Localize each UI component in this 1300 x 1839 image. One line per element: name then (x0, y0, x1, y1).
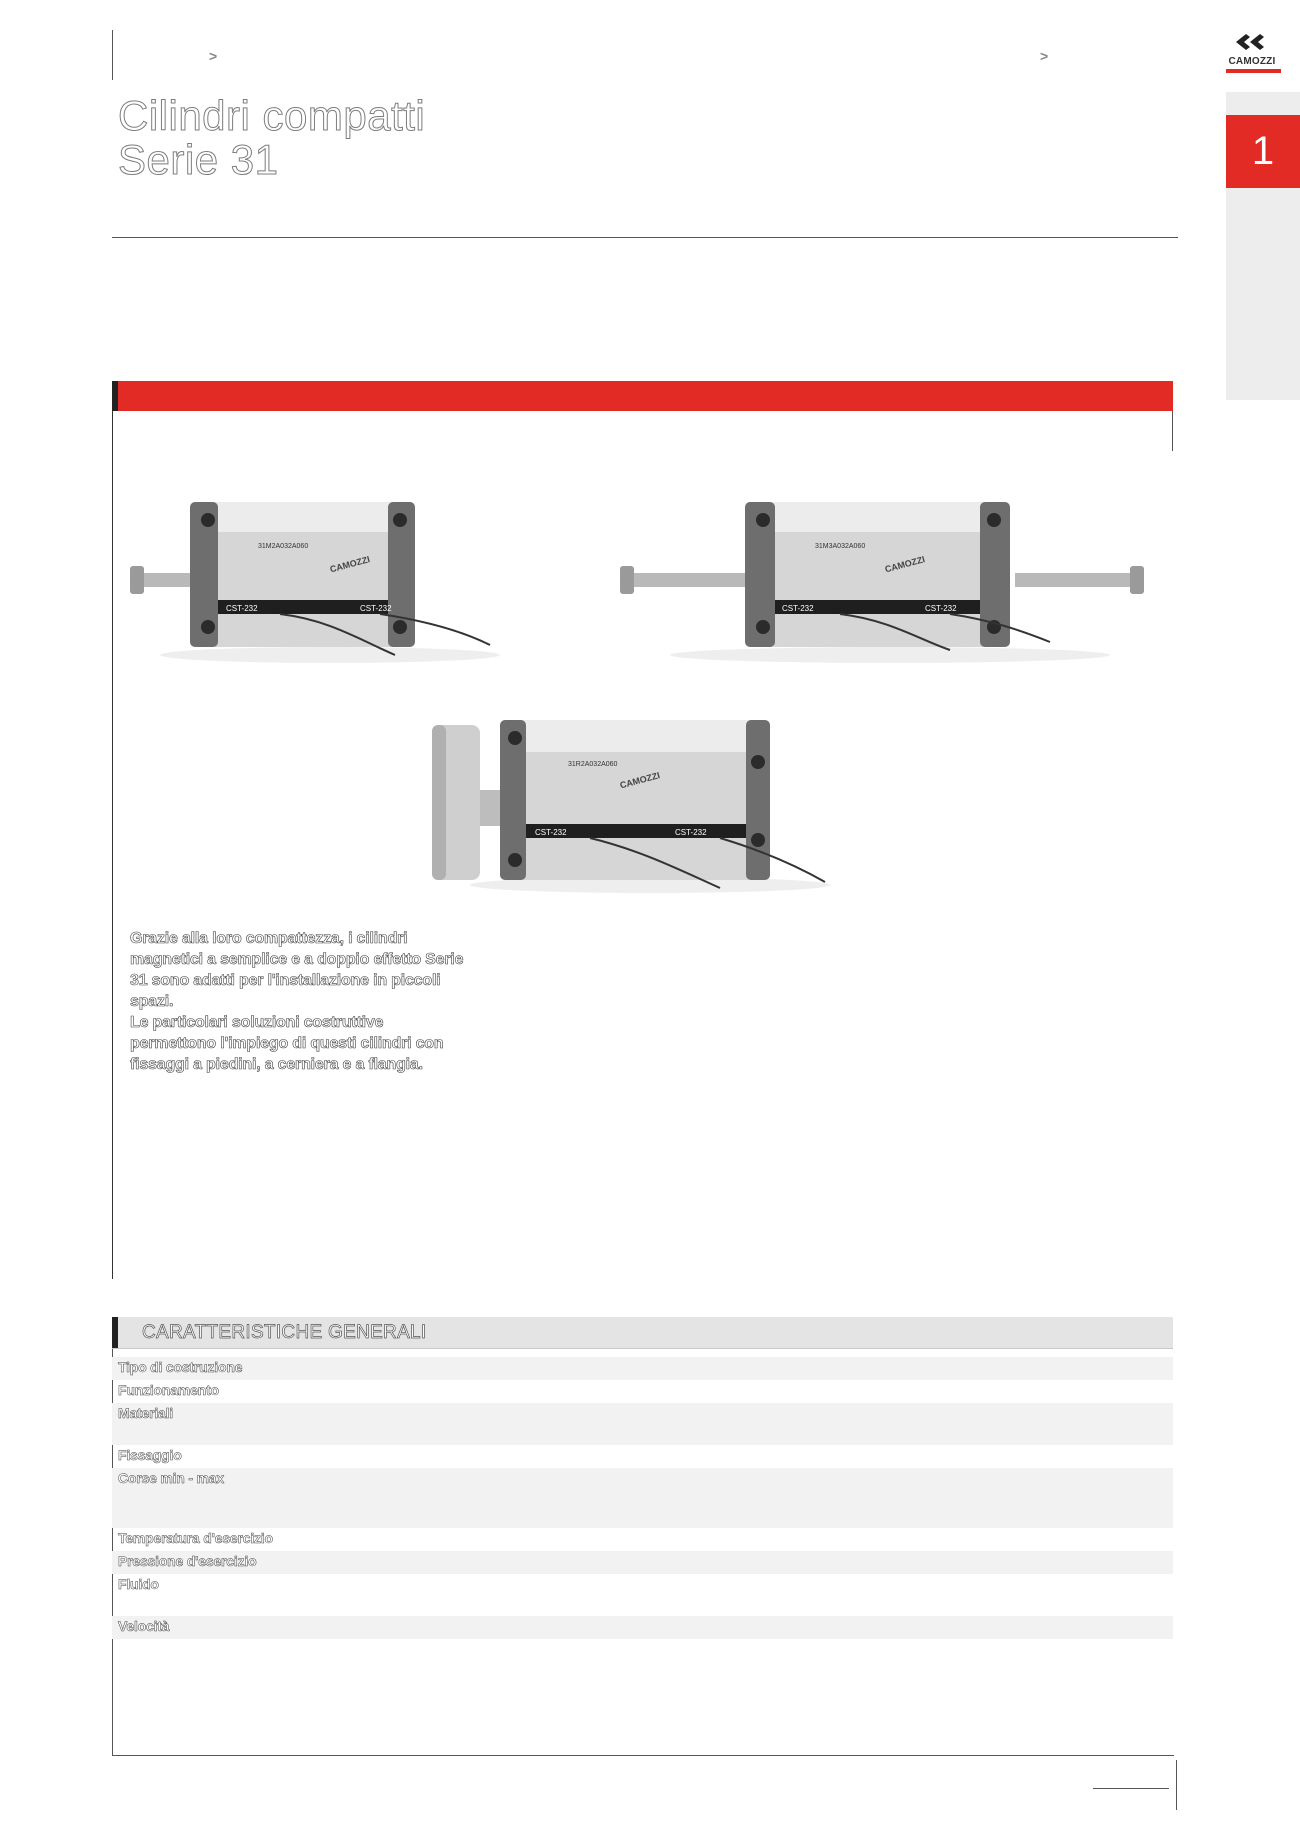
features-section-title: CARATTERISTICHE GENERALI (142, 1322, 427, 1343)
product-code: 31R2A032A060 (568, 761, 618, 768)
feature-row (112, 1528, 1173, 1551)
feature-row (112, 1551, 1173, 1574)
feature-row (112, 1445, 1173, 1468)
footer-rule (1093, 1788, 1169, 1789)
sensor-label: CST-232 (782, 604, 814, 613)
feature-row (112, 1357, 1173, 1380)
page-title-line1: Cilindri compatti (118, 92, 426, 139)
feature-label: Pressione d'esercizio (118, 1553, 257, 1569)
features-section-header-cap (112, 1317, 118, 1348)
product-brand-mark: CAMOZZI (883, 554, 926, 575)
feature-label: Fissaggio (118, 1447, 182, 1463)
sensor-label: CST-232 (675, 828, 707, 837)
feature-row (112, 1574, 1173, 1616)
feature-label: Temperatura d'esercizio (118, 1530, 273, 1546)
sensor-label: CST-232 (360, 604, 392, 613)
brand-underline (1226, 69, 1281, 73)
product-image-single-rod (130, 490, 530, 670)
feature-row (112, 1403, 1173, 1445)
header-bottom-rule (112, 237, 1178, 238)
product-code: 31M3A032A060 (815, 543, 866, 550)
feature-label: Materiali (118, 1405, 173, 1421)
breadcrumb-separator: > (209, 48, 218, 64)
sensor-label: CST-232 (925, 604, 957, 613)
product-code: 31M2A032A060 (258, 543, 309, 550)
feature-label: Fluido (118, 1576, 159, 1592)
camozzi-logo-icon (1222, 30, 1282, 74)
header-left-rule (112, 30, 113, 80)
product-image-flange (430, 710, 870, 900)
page-title-line2: Serie 31 (118, 136, 279, 183)
content-left-rule (112, 381, 113, 1279)
feature-label: Tipo di costruzione (118, 1359, 243, 1375)
product-image-double-rod (620, 490, 1150, 670)
content-right-rule (1172, 411, 1173, 451)
product-description: Grazie alla loro compattezza, i cilindri magnetici a semplice e a doppio effetto Serie 31 sono adatti per l'installazione in piccoli spazi. Le particolari soluzioni costruttive permettono l'impiego di questi cilindri con fissaggi a piedini, a cerniera e a flangia. (130, 930, 464, 1073)
feature-row (112, 1616, 1173, 1639)
table-bottom-rule (112, 1755, 1174, 1756)
sensor-label: CST-232 (226, 604, 258, 613)
feature-label: Funzionamento (118, 1382, 219, 1398)
feature-row (112, 1468, 1173, 1528)
page-title (118, 94, 425, 182)
section-red-band-cap (112, 381, 118, 411)
footer-right-rule (1176, 1760, 1177, 1810)
feature-label: Corse min - max (118, 1470, 224, 1486)
chapter-number[interactable]: 1 (1226, 115, 1300, 188)
feature-row (112, 1380, 1173, 1403)
product-brand-mark: CAMOZZI (618, 770, 661, 791)
brand-name: CAMOZZI (1228, 56, 1276, 67)
product-brand-mark: CAMOZZI (328, 554, 371, 575)
breadcrumb-separator: > (1040, 48, 1049, 64)
sensor-label: CST-232 (535, 828, 567, 837)
feature-label: Velocità (118, 1618, 170, 1634)
section-red-band (112, 381, 1173, 411)
